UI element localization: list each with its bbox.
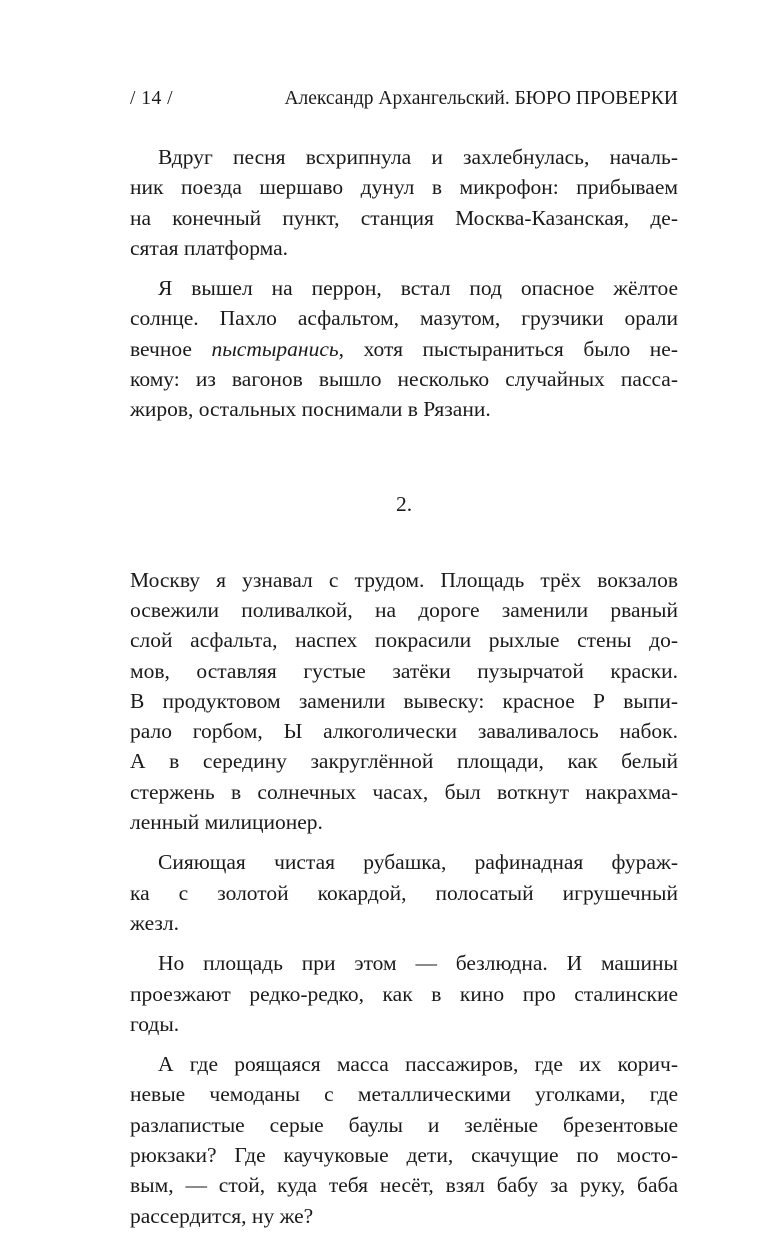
text-line: Я вышел на перрон, встал под опасное жёлтое: [158, 276, 678, 301]
paragraph: [130, 847, 678, 938]
text-line: Но площадь при этом — безлюдна. И машины: [158, 951, 678, 976]
text-line: солнце. Пахло асфальтом, мазутом, грузчики орали: [130, 306, 678, 331]
text-line: проезжают редко-редко, как в кино про сталинские: [130, 981, 678, 1006]
text-line: Москву я узнавал с трудом. Площадь трёх вокзалов: [130, 567, 678, 592]
text-line: рало горбом, Ы алкоголически заваливалось набок.: [130, 719, 678, 744]
text-line: освежили поливалкой, на дороге заменили рваный: [130, 597, 678, 622]
page-number: / 14 /: [130, 88, 174, 109]
text-line: В продуктовом заменили вывеску: красное Р выпи-: [130, 688, 678, 713]
paragraph: [130, 1049, 678, 1231]
text-line: кому: из вагонов вышло несколько случайных пасса-: [130, 367, 678, 392]
text-line: стержень в солнечных часах, был воткнут накрахма-: [130, 779, 678, 804]
text-line: мов, оставляя густые затёки пузырчатой краски.: [130, 658, 678, 683]
text-line: вым, — стой, куда тебя несёт, взял бабу за руку, баба: [130, 1173, 678, 1198]
text-line: рассердится, ну же?: [130, 1203, 314, 1228]
text-line: слой асфальта, наспех покрасили рыхлые стены до-: [130, 628, 678, 653]
text-line: Сияющая чистая рубашка, рафинадная фураж-: [158, 850, 678, 875]
paragraph: [130, 948, 678, 1039]
text-line: ка с золотой кокардой, полосатый игрушечный: [130, 880, 678, 905]
paragraph: [130, 142, 678, 263]
paragraph: [130, 273, 678, 424]
text-line: А где роящаяся масса пассажиров, где их корич-: [158, 1052, 678, 1077]
text-line: жезл.: [130, 910, 179, 935]
text-line: невые чемоданы с металлическими уголками, где: [130, 1082, 678, 1107]
italic-word: пыстыранись: [211, 336, 339, 361]
paragraph: [130, 565, 678, 838]
text-line: вечное пыстыранись, хотя пыстыраниться было не-: [130, 336, 678, 361]
text-line: жиров, остальных поснимали в Рязани.: [130, 397, 491, 422]
text-line: на конечный пункт, станция Москва-Казанская, де-: [130, 205, 678, 230]
text-line: рюкзаки? Где каучуковые дети, скачущие по мосто-: [130, 1143, 678, 1168]
text-line: ник поезда шершаво дунул в микрофон: прибываем: [130, 175, 678, 200]
book-page: [130, 84, 678, 1231]
text-line: А в середину закруглённой площади, как белый: [130, 749, 678, 774]
running-header: [130, 84, 678, 114]
section-number: 2.: [395, 491, 413, 516]
text-line: годы.: [130, 1011, 180, 1036]
text-line: Вдруг песня всхрипнула и захлебнулась, началь-: [158, 145, 678, 169]
text-line: сятая платформа.: [130, 235, 288, 260]
text-line: разлапистые серые баулы и зелёные брезентовые: [130, 1112, 678, 1137]
text-line: ленный милиционер.: [130, 810, 323, 835]
header-title: Александр Архангельский. БЮРО ПРОВЕРКИ: [284, 88, 678, 109]
